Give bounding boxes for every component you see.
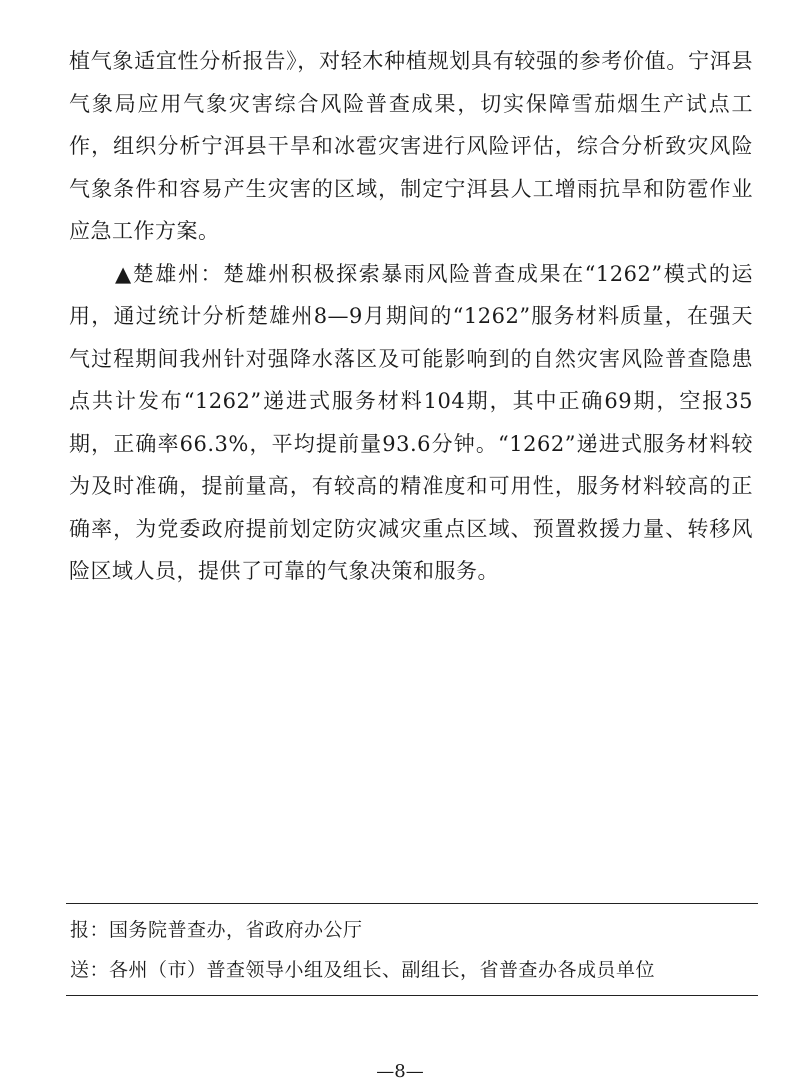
- body-text: [69, 40, 753, 593]
- page-number: —8—: [376, 1061, 424, 1082]
- paragraph-continuation: 植气象适宜性分析报告》，对轻木种植规划具有较强的参考价值。宁洱县气象局应用气象灾害综合风险普查成果，切实保障雪茄烟生产试点工作，组织分析宁洱县干旱和冰雹灾害进行风险评估，综合分析致灾风险气象条件和容易产生灾害的区域，制定宁洱县人工增雨抗旱和防雹作业应急工作方案。: [69, 49, 753, 243]
- distribution-block: [66, 903, 758, 996]
- paragraph-chuxiong: ▲楚雄州：楚雄州积极探索暴雨风险普查成果在“1262”模式的运用，通过统计分析楚雄州8—9月期间的“1262”服务材料质量，在强天气过程期间我州针对强降水落区及可能影响到的自然灾害风险普查隐患点共计发布“1262”递进式服务材料104期，其中正确69期，空报35期，正确率66.3%，平均提前量93.6分钟。“1262”递进式服务材料较为及时准确，提前量高，有较高的精准度和可用性，服务材料较高的正确率，为党委政府提前划定防灾减灾重点区域、预置救援力量、转移风险区域人员，提供了可靠的气象决策和服务。: [69, 261, 753, 583]
- send-to-line: 送：各州（市）普查领导小组及组长、副组长，省普查办各成员单位: [70, 959, 656, 981]
- report-to-line: 报：国务院普查办，省政府办公厅: [70, 919, 363, 941]
